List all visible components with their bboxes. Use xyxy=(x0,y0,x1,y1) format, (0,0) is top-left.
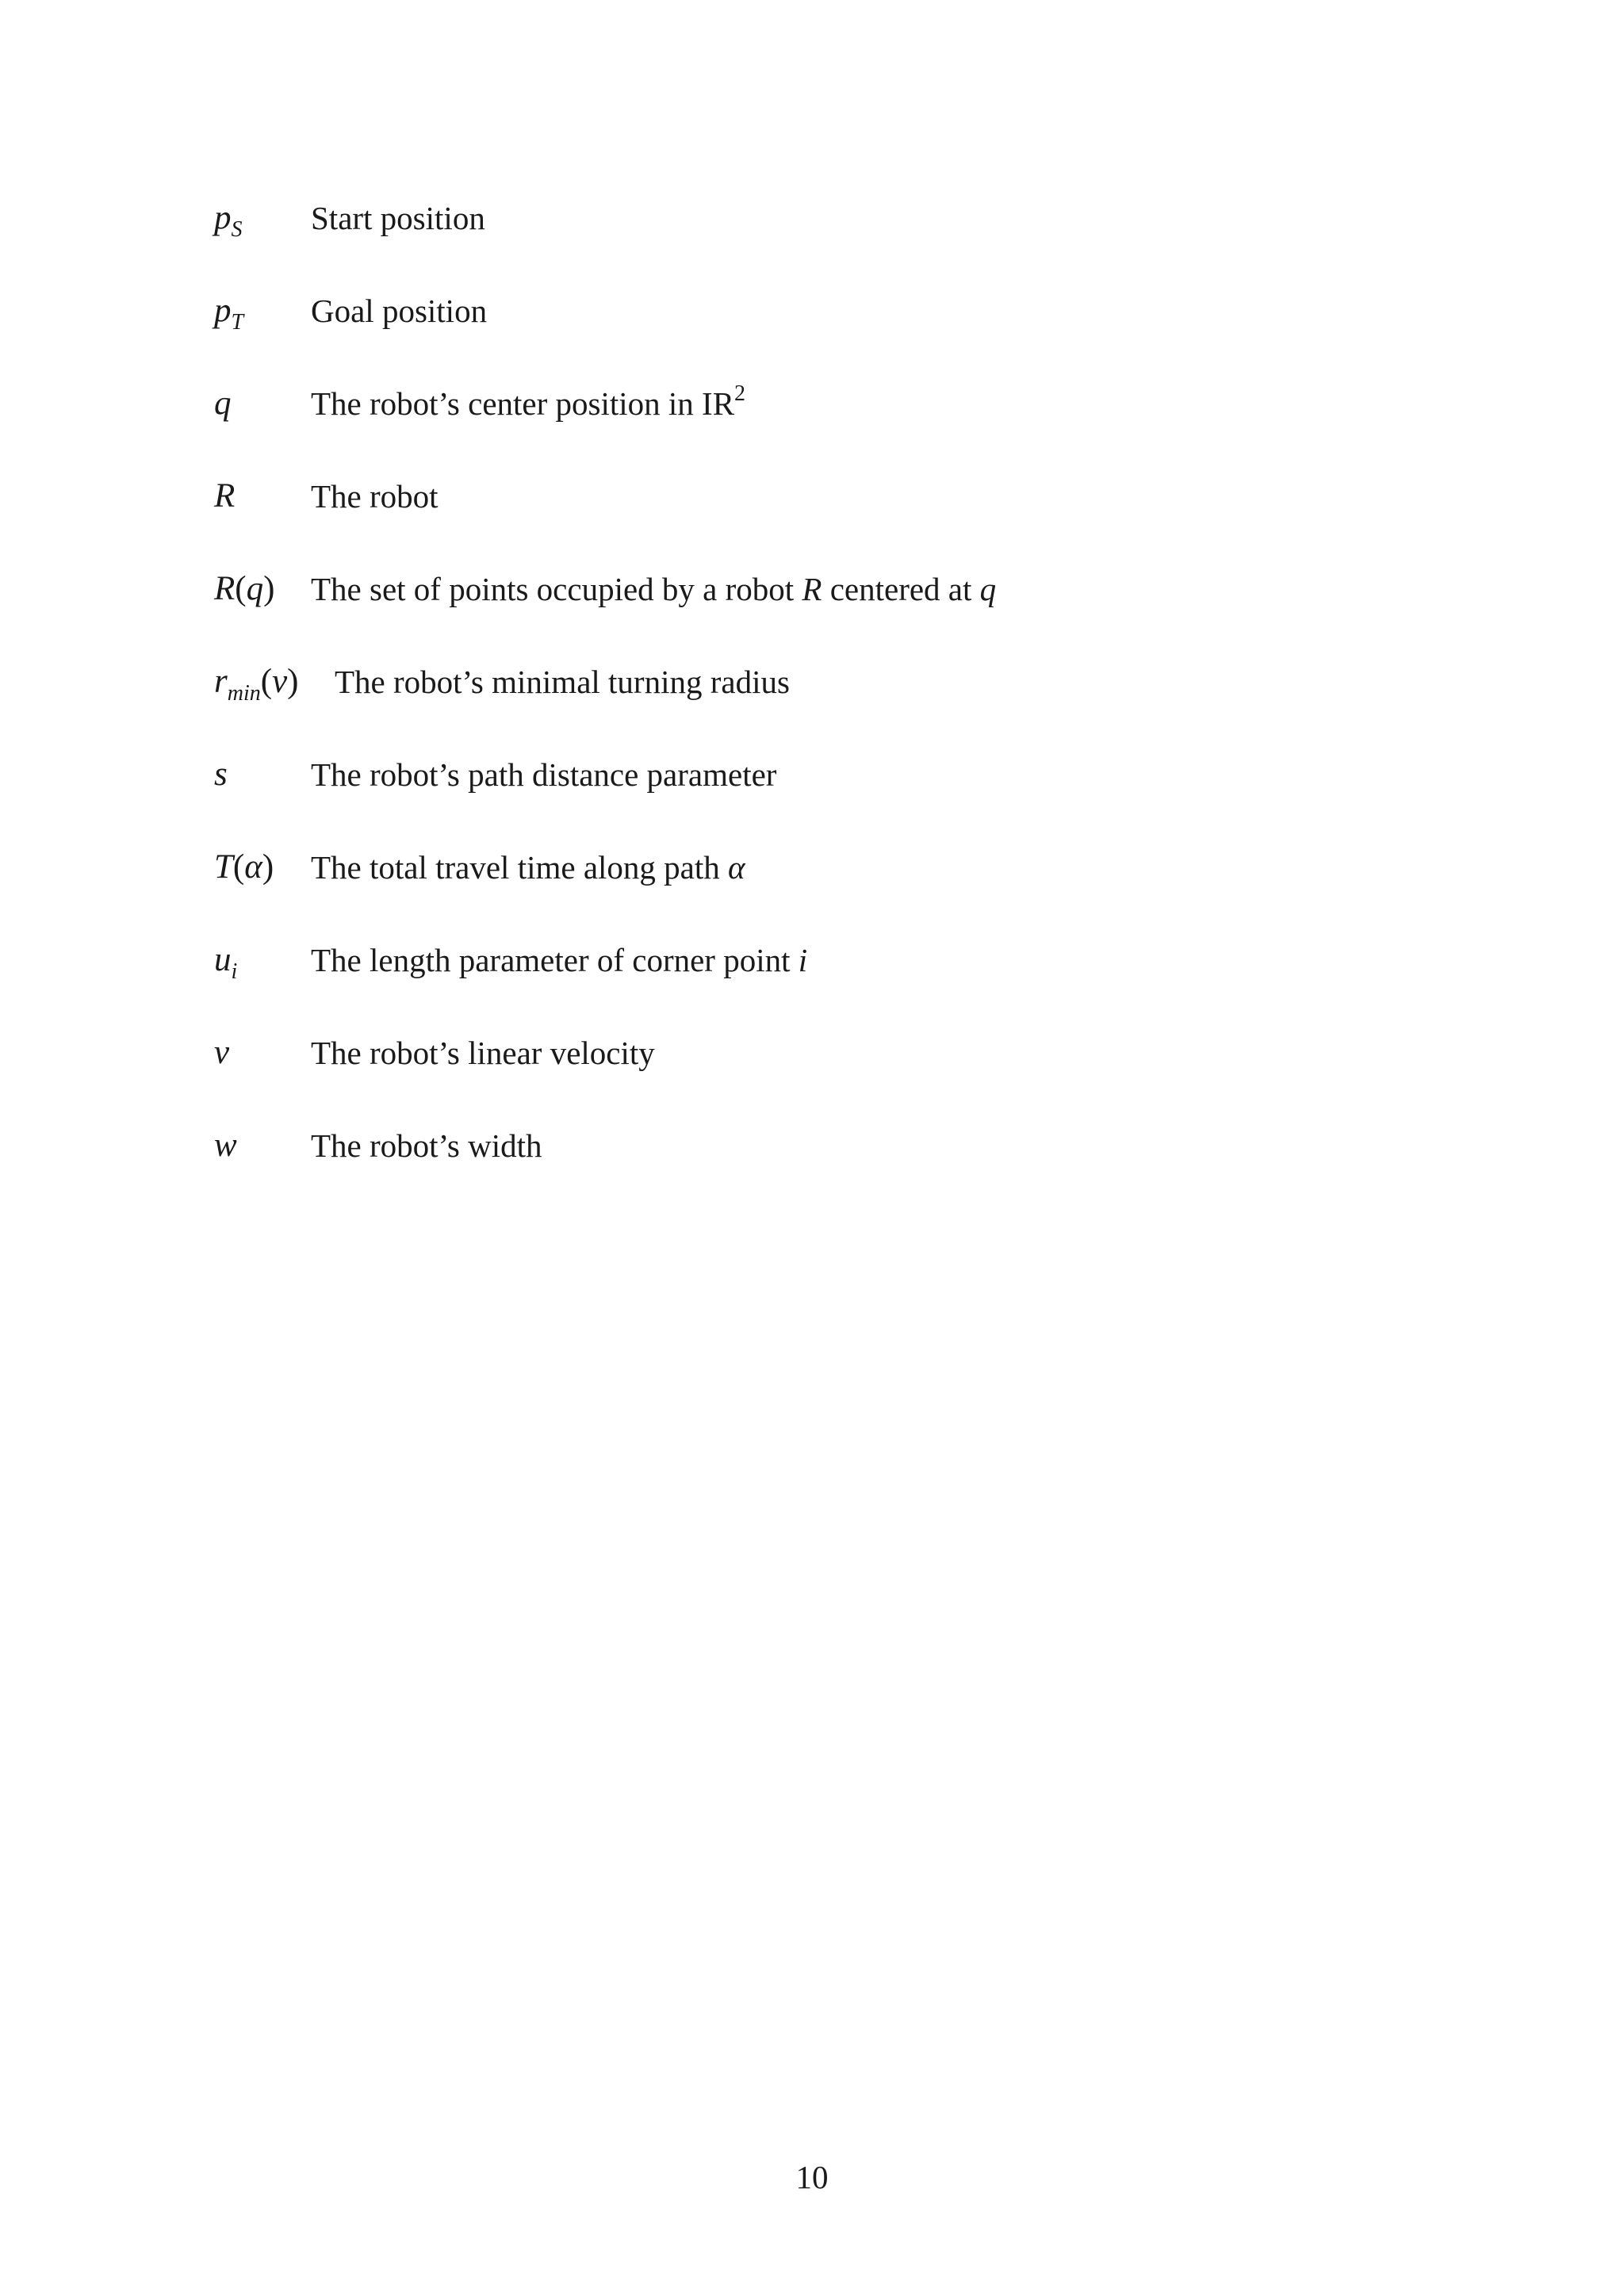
description-text: The robot’s center position in xyxy=(311,385,703,422)
description: The robot’s minimal turning radius xyxy=(335,664,790,700)
description-text: centered at xyxy=(822,571,980,607)
nomenclature-entry-center-position xyxy=(214,380,1404,473)
description-text: The set of points occupied by a robot xyxy=(311,571,802,607)
symbol-p-t xyxy=(214,287,243,335)
symbol-t-of-alpha xyxy=(214,844,274,891)
nomenclature-entry-corner-length xyxy=(214,936,1404,1029)
paren-close: ) xyxy=(262,848,274,886)
description: The robot xyxy=(311,478,439,515)
description xyxy=(311,936,807,984)
superscript: 2 xyxy=(734,381,746,406)
paren-open: ( xyxy=(260,663,273,700)
symbol-s: s xyxy=(214,756,228,793)
symbol-subscript: i xyxy=(231,959,238,984)
paren-open: ( xyxy=(232,848,245,886)
symbol-argument: α xyxy=(244,848,262,886)
description: Start position xyxy=(311,200,485,236)
symbol-argument: q xyxy=(246,570,264,607)
description: Goal position xyxy=(311,293,488,329)
description-text: The length parameter of corner point xyxy=(311,942,799,978)
description: The robot’s path distance parameter xyxy=(311,756,777,793)
paren-close: ) xyxy=(263,570,275,607)
symbol-subscript: min xyxy=(227,681,261,706)
nomenclature-entry-travel-time xyxy=(214,844,1404,936)
paren-close: ) xyxy=(287,663,299,700)
real-numbers-symbol: IR xyxy=(702,385,735,422)
description: The robot’s width xyxy=(311,1127,542,1164)
nomenclature-entry-path-distance xyxy=(214,751,1404,844)
math-alpha: α xyxy=(728,849,745,886)
symbol-base: p xyxy=(214,292,232,329)
paren-open: ( xyxy=(235,570,247,607)
symbol-u-i xyxy=(214,936,237,984)
nomenclature-entry-width xyxy=(214,1122,1404,1215)
nomenclature-entry-goal-position xyxy=(214,287,1404,380)
symbol-r-of-q xyxy=(214,565,274,613)
description xyxy=(311,844,745,891)
nomenclature-entry-occupied-set xyxy=(214,565,1404,658)
symbol-p-s xyxy=(214,194,243,242)
symbol-base: u xyxy=(214,941,232,978)
symbol-q: q xyxy=(214,385,232,422)
symbol-base: R xyxy=(214,570,236,607)
description xyxy=(311,565,996,613)
nomenclature-entry-turning-radius xyxy=(214,658,1404,751)
math-i: i xyxy=(798,942,808,978)
nomenclature-entry-robot xyxy=(214,473,1404,565)
nomenclature-entry-start-position xyxy=(214,194,1404,287)
nomenclature-list xyxy=(214,194,1404,1215)
math-q: q xyxy=(979,571,997,607)
symbol-w: w xyxy=(214,1127,237,1164)
symbol-base: p xyxy=(214,199,232,236)
symbol-r-min xyxy=(214,658,298,706)
page-number: 10 xyxy=(795,2159,829,2195)
math-r: R xyxy=(802,571,822,607)
description xyxy=(311,380,745,427)
symbol-subscript: S xyxy=(231,217,243,242)
symbol-base: T xyxy=(214,848,233,886)
symbol-r: R xyxy=(214,477,236,515)
nomenclature-entry-linear-velocity xyxy=(214,1029,1404,1122)
description-text: The total travel time along path xyxy=(311,849,728,886)
symbol-base: r xyxy=(214,663,228,700)
description: The robot’s linear velocity xyxy=(311,1035,655,1071)
symbol-v: v xyxy=(214,1034,230,1071)
symbol-subscript: T xyxy=(231,310,244,335)
symbol-argument: ν xyxy=(272,663,288,700)
